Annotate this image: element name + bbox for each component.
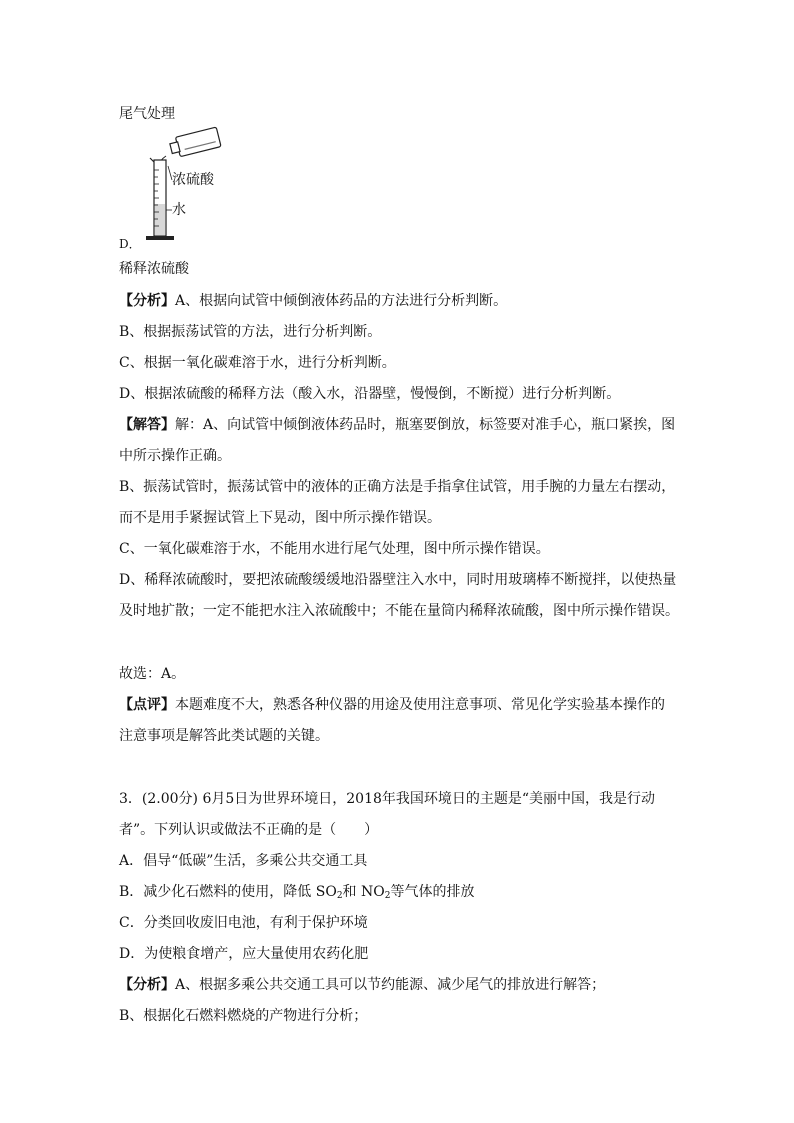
answer-q2: 故选：A。 (119, 666, 186, 682)
solution-q2-line-c: C、一氧化碳难溶于水，不能用水进行尾气处理，图中所示操作错误。 (119, 541, 550, 557)
question3-option-d: D．为使粮食增产，应大量使用农药化肥 (119, 946, 369, 962)
analysis-text: A、根据多乘公共交通工具可以节约能源、减少尾气的排放进行解答； (175, 977, 606, 993)
comment-tag: 【点评】 (119, 697, 175, 713)
solution-q2-line-d2: 及时地扩散；一定不能把水注入浓硫酸中；不能在量筒内稀释浓硫酸，图中所示操作错误。 (119, 603, 679, 619)
solution-q2-line-b2: 而不是用手紧握试管上下晃动，图中所示操作错误。 (119, 510, 441, 526)
analysis-q3-line-a (119, 975, 605, 995)
dilute-acid-figure (140, 126, 250, 246)
comment-text: 本题难度不大，熟悉各种仪器的用途及使用注意事项、常见化学实验基本操作的 (175, 697, 665, 713)
solution-q2-line-a2: 中所示操作正确。 (119, 448, 231, 464)
option-b-text: 等气体的排放 (390, 884, 475, 900)
question3-option-c: C．分类回收废旧电池，有利于保护环境 (119, 915, 368, 931)
question3-option-a: A．倡导“低碳”生活，多乘公共交通工具 (119, 853, 368, 869)
analysis-q2-line-c: C、根据一氧化碳难溶于水，进行分析判断。 (119, 355, 396, 371)
comment-q2-line2: 注意事项是解答此类试题的关键。 (119, 728, 329, 744)
question3-option-b (119, 882, 474, 906)
analysis-q2-line-a (119, 291, 507, 311)
subscript: 2 (384, 891, 391, 901)
comment-q2-line1 (119, 695, 665, 715)
analysis-q2-line-b: B、根据振荡试管的方法，进行分析判断。 (119, 324, 382, 340)
item-d-caption: 稀释浓硫酸 (119, 261, 189, 277)
analysis-q3-line-b: B、根据化石燃料燃烧的产物进行分析； (119, 1008, 368, 1024)
solution-q2-line-d1: D、稀释浓硫酸时，要把浓硫酸缓缓地沿器壁注入水中，同时用玻璃棒不断搅拌，以使热量 (119, 572, 677, 588)
subscript: 2 (336, 891, 343, 901)
label-water: 水 (172, 202, 186, 218)
option-b-text: B．减少化石燃料的使用，降低 SO (119, 884, 337, 900)
analysis-q2-line-d: D、根据浓硫酸的稀释方法（酸入水，沿器壁，慢慢倒，不断搅）进行分析判断。 (119, 386, 621, 402)
solution-text: 解：A、向试管中倾倒液体药品时，瓶塞要倒放，标签要对准手心，瓶口紧挨，图 (175, 417, 676, 433)
analysis-tag: 【分析】 (119, 977, 175, 993)
label-concentrated-acid: 浓硫酸 (172, 172, 214, 188)
analysis-tag: 【分析】 (119, 293, 175, 309)
solution-q2-line-b1: B、振荡试管时，振荡试管中的液体的正确方法是手指拿住试管，用手腕的力量左右摆动， (119, 479, 676, 495)
question3-stem-line1: 3．(2.00分) 6月5日为世界环境日，2018年我国环境日的主题是“美丽中国，我是行动 (119, 791, 656, 807)
option-b-text: 和 NO (342, 884, 385, 900)
item-c-caption: 尾气处理 (119, 106, 175, 122)
question3-stem-line2: 者”。下列认识或做法不正确的是（ ） (119, 822, 379, 838)
analysis-text: A、根据向试管中倾倒液体药品的方法进行分析判断。 (175, 293, 508, 309)
solution-tag: 【解答】 (119, 417, 175, 433)
solution-q2-line-a1 (119, 415, 675, 435)
item-d-letter: D． (119, 237, 141, 251)
